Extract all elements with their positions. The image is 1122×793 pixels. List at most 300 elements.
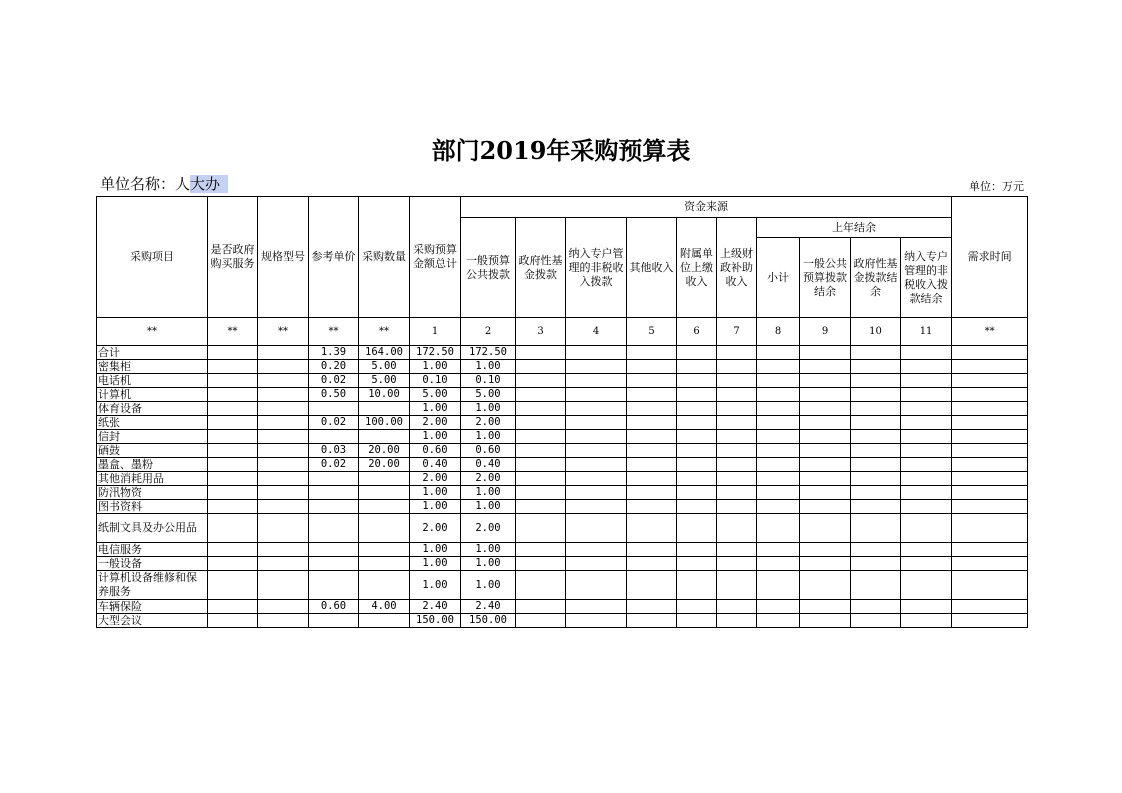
total-cell: 1.00 (410, 571, 461, 600)
empty-cell (566, 444, 627, 458)
empty-cell (677, 472, 717, 486)
empty-cell (901, 514, 952, 543)
empty-cell (800, 557, 851, 571)
ref-price-cell (309, 543, 359, 557)
empty-cell (566, 346, 627, 360)
spec-cell (258, 514, 309, 543)
empty-cell (952, 458, 1028, 472)
item-name-cell: 车辆保险 (97, 600, 208, 614)
empty-cell (757, 543, 800, 557)
item-name-cell: 其他消耗用品 (97, 472, 208, 486)
empty-cell (717, 514, 757, 543)
empty-cell (717, 614, 757, 628)
empty-cell (901, 557, 952, 571)
empty-cell (566, 472, 627, 486)
qty-cell (359, 472, 410, 486)
empty-cell (566, 360, 627, 374)
ref-price-cell: 0.02 (309, 374, 359, 388)
empty-cell (851, 472, 901, 486)
general-budget-cell: 2.00 (461, 416, 516, 430)
header-general-budget: 一般预算公共拨款 (461, 218, 516, 318)
empty-cell (516, 472, 566, 486)
qty-cell (359, 557, 410, 571)
header-spec: 规格型号 (258, 197, 309, 318)
item-name-cell: 硒鼓 (97, 444, 208, 458)
empty-cell (677, 416, 717, 430)
qty-cell: 100.00 (359, 416, 410, 430)
empty-cell (757, 458, 800, 472)
header-item: 采购项目 (97, 197, 208, 318)
empty-cell (952, 614, 1028, 628)
empty-cell (516, 543, 566, 557)
column-index-cell: ** (97, 318, 208, 346)
general-budget-cell: 2.00 (461, 514, 516, 543)
empty-cell (516, 430, 566, 444)
item-name-cell: 墨盒、墨粉 (97, 458, 208, 472)
empty-cell (851, 360, 901, 374)
empty-cell (516, 346, 566, 360)
empty-cell (851, 430, 901, 444)
empty-cell (901, 472, 952, 486)
empty-cell (757, 374, 800, 388)
general-budget-cell: 1.00 (461, 571, 516, 600)
budget-table (96, 196, 1028, 628)
item-name-cell: 合计 (97, 346, 208, 360)
empty-cell (952, 360, 1028, 374)
qty-cell: 164.00 (359, 346, 410, 360)
empty-cell (901, 346, 952, 360)
ref-price-cell: 0.60 (309, 600, 359, 614)
qty-cell: 4.00 (359, 600, 410, 614)
empty-cell (800, 416, 851, 430)
empty-cell (516, 374, 566, 388)
empty-cell (627, 402, 677, 416)
empty-cell (757, 600, 800, 614)
empty-cell (800, 430, 851, 444)
qty-cell (359, 402, 410, 416)
empty-cell (800, 500, 851, 514)
table-row (97, 444, 1028, 458)
empty-cell (566, 402, 627, 416)
spec-cell (258, 600, 309, 614)
item-name-cell: 密集柜 (97, 360, 208, 374)
qty-cell: 20.00 (359, 444, 410, 458)
empty-cell (757, 472, 800, 486)
empty-cell (677, 500, 717, 514)
column-index-cell: ** (952, 318, 1028, 346)
empty-cell (516, 402, 566, 416)
empty-cell (627, 388, 677, 402)
empty-cell (677, 458, 717, 472)
table-row (97, 416, 1028, 430)
empty-cell (717, 472, 757, 486)
is-gov-cell (208, 388, 258, 402)
header-ly-gov-fund: 政府性基金拨款结余 (851, 238, 901, 318)
empty-cell (851, 444, 901, 458)
is-gov-cell (208, 514, 258, 543)
empty-cell (516, 514, 566, 543)
empty-cell (627, 346, 677, 360)
spec-cell (258, 500, 309, 514)
empty-cell (516, 500, 566, 514)
general-budget-cell: 1.00 (461, 360, 516, 374)
empty-cell (516, 360, 566, 374)
header-superior: 上级财政补助收入 (717, 218, 757, 318)
general-budget-cell: 0.60 (461, 444, 516, 458)
empty-cell (952, 416, 1028, 430)
column-index-cell: 10 (851, 318, 901, 346)
item-name-cell: 纸张 (97, 416, 208, 430)
empty-cell (800, 402, 851, 416)
is-gov-cell (208, 543, 258, 557)
empty-cell (757, 360, 800, 374)
empty-cell (516, 614, 566, 628)
empty-cell (566, 486, 627, 500)
empty-cell (757, 614, 800, 628)
general-budget-cell: 1.00 (461, 557, 516, 571)
empty-cell (851, 571, 901, 600)
header-ref-price: 参考单价 (309, 197, 359, 318)
empty-cell (901, 360, 952, 374)
empty-cell (516, 486, 566, 500)
table-row (97, 514, 1028, 543)
general-budget-cell: 0.10 (461, 374, 516, 388)
empty-cell (677, 444, 717, 458)
unit-name-value[interactable]: 大办 (190, 175, 228, 193)
empty-cell (800, 360, 851, 374)
column-index-cell: ** (258, 318, 309, 346)
empty-cell (901, 500, 952, 514)
empty-cell (800, 486, 851, 500)
spec-cell (258, 444, 309, 458)
empty-cell (677, 543, 717, 557)
column-index-cell: 7 (717, 318, 757, 346)
spec-cell (258, 416, 309, 430)
column-index-cell: 9 (800, 318, 851, 346)
column-index-row (97, 318, 1028, 346)
empty-cell (851, 514, 901, 543)
general-budget-cell: 150.00 (461, 614, 516, 628)
empty-cell (851, 486, 901, 500)
item-name-cell: 计算机 (97, 388, 208, 402)
empty-cell (677, 557, 717, 571)
ref-price-cell: 0.02 (309, 458, 359, 472)
empty-cell (800, 444, 851, 458)
empty-cell (901, 543, 952, 557)
is-gov-cell (208, 416, 258, 430)
empty-cell (677, 388, 717, 402)
ref-price-cell (309, 472, 359, 486)
empty-cell (677, 571, 717, 600)
column-index-cell: 5 (627, 318, 677, 346)
empty-cell (800, 458, 851, 472)
empty-cell (901, 458, 952, 472)
empty-cell (717, 360, 757, 374)
ref-price-cell (309, 500, 359, 514)
empty-cell (952, 571, 1028, 600)
column-index-cell: ** (359, 318, 410, 346)
empty-cell (851, 557, 901, 571)
empty-cell (516, 458, 566, 472)
empty-cell (757, 571, 800, 600)
empty-cell (677, 346, 717, 360)
column-index-cell: 8 (757, 318, 800, 346)
total-cell: 1.00 (410, 500, 461, 514)
empty-cell (800, 514, 851, 543)
empty-cell (757, 346, 800, 360)
empty-cell (952, 374, 1028, 388)
ref-price-cell: 0.50 (309, 388, 359, 402)
column-index-cell: 11 (901, 318, 952, 346)
general-budget-cell: 5.00 (461, 388, 516, 402)
empty-cell (677, 374, 717, 388)
empty-cell (677, 614, 717, 628)
header-affiliated: 附属单位上缴收入 (677, 218, 717, 318)
general-budget-cell: 1.00 (461, 430, 516, 444)
header-ly-general: 一般公共预算拨款结余 (800, 238, 851, 318)
empty-cell (851, 500, 901, 514)
empty-cell (757, 416, 800, 430)
empty-cell (952, 402, 1028, 416)
empty-cell (627, 614, 677, 628)
table-row (97, 374, 1028, 388)
total-cell: 2.00 (410, 514, 461, 543)
empty-cell (677, 402, 717, 416)
is-gov-cell (208, 614, 258, 628)
empty-cell (627, 571, 677, 600)
qty-cell (359, 486, 410, 500)
empty-cell (952, 430, 1028, 444)
empty-cell (952, 557, 1028, 571)
empty-cell (566, 458, 627, 472)
empty-cell (516, 388, 566, 402)
is-gov-cell (208, 600, 258, 614)
qty-cell (359, 543, 410, 557)
item-name-cell: 图书资料 (97, 500, 208, 514)
qty-cell (359, 430, 410, 444)
empty-cell (677, 430, 717, 444)
empty-cell (627, 486, 677, 500)
item-name-cell: 防汛物资 (97, 486, 208, 500)
spec-cell (258, 346, 309, 360)
empty-cell (901, 600, 952, 614)
empty-cell (901, 444, 952, 458)
table-row (97, 500, 1028, 514)
ref-price-cell: 1.39 (309, 346, 359, 360)
empty-cell (952, 388, 1028, 402)
empty-cell (901, 486, 952, 500)
empty-cell (717, 444, 757, 458)
empty-cell (627, 374, 677, 388)
empty-cell (757, 430, 800, 444)
empty-cell (717, 416, 757, 430)
ref-price-cell (309, 486, 359, 500)
header-special-account: 纳入专户管理的非税收入拨款 (566, 218, 627, 318)
header-qty: 采购数量 (359, 197, 410, 318)
empty-cell (851, 374, 901, 388)
empty-cell (851, 388, 901, 402)
is-gov-cell (208, 360, 258, 374)
page-title: 部门2019年采购预算表 (431, 136, 691, 165)
table-row (97, 388, 1028, 402)
header-last-year: 上年结余 (757, 218, 952, 238)
empty-cell (851, 600, 901, 614)
item-name-cell: 体育设备 (97, 402, 208, 416)
is-gov-cell (208, 571, 258, 600)
total-cell: 1.00 (410, 402, 461, 416)
empty-cell (901, 374, 952, 388)
qty-cell: 10.00 (359, 388, 410, 402)
empty-cell (627, 543, 677, 557)
general-budget-cell: 1.00 (461, 543, 516, 557)
empty-cell (566, 514, 627, 543)
empty-cell (851, 614, 901, 628)
column-index-cell: 4 (566, 318, 627, 346)
unit-name-label: 单位名称：人 (100, 175, 191, 193)
empty-cell (901, 388, 952, 402)
total-cell: 1.00 (410, 360, 461, 374)
total-cell: 2.40 (410, 600, 461, 614)
empty-cell (627, 458, 677, 472)
empty-cell (717, 486, 757, 500)
table-row (97, 402, 1028, 416)
qty-cell (359, 514, 410, 543)
empty-cell (566, 430, 627, 444)
empty-cell (717, 600, 757, 614)
empty-cell (800, 472, 851, 486)
empty-cell (800, 614, 851, 628)
empty-cell (566, 614, 627, 628)
empty-cell (677, 360, 717, 374)
total-cell: 5.00 (410, 388, 461, 402)
empty-cell (516, 571, 566, 600)
table-row (97, 543, 1028, 557)
ref-price-cell: 0.20 (309, 360, 359, 374)
empty-cell (952, 444, 1028, 458)
total-cell: 172.50 (410, 346, 461, 360)
item-name-cell: 一般设备 (97, 557, 208, 571)
empty-cell (566, 374, 627, 388)
qty-cell: 20.00 (359, 458, 410, 472)
header-gov-fund: 政府性基金拨款 (516, 218, 566, 318)
is-gov-cell (208, 402, 258, 416)
empty-cell (901, 571, 952, 600)
spec-cell (258, 402, 309, 416)
spec-cell (258, 557, 309, 571)
header-fund-source: 资金来源 (461, 197, 952, 218)
empty-cell (757, 500, 800, 514)
empty-cell (717, 430, 757, 444)
empty-cell (757, 402, 800, 416)
total-cell: 0.10 (410, 374, 461, 388)
empty-cell (627, 430, 677, 444)
total-cell: 2.00 (410, 416, 461, 430)
is-gov-cell (208, 486, 258, 500)
header-is-gov: 是否政府购买服务 (208, 197, 258, 318)
empty-cell (717, 374, 757, 388)
is-gov-cell (208, 430, 258, 444)
ref-price-cell (309, 557, 359, 571)
qty-cell (359, 571, 410, 600)
qty-cell (359, 614, 410, 628)
ref-price-cell (309, 402, 359, 416)
item-name-cell: 信封 (97, 430, 208, 444)
spec-cell (258, 571, 309, 600)
qty-cell: 5.00 (359, 360, 410, 374)
empty-cell (757, 557, 800, 571)
table-row (97, 472, 1028, 486)
is-gov-cell (208, 472, 258, 486)
item-name-cell: 纸制文具及办公用品 (97, 514, 208, 543)
total-cell: 0.60 (410, 444, 461, 458)
column-index-cell: 2 (461, 318, 516, 346)
empty-cell (717, 346, 757, 360)
empty-cell (901, 614, 952, 628)
is-gov-cell (208, 374, 258, 388)
empty-cell (717, 500, 757, 514)
table-row (97, 430, 1028, 444)
money-unit: 单位：万元 (969, 180, 1024, 193)
empty-cell (800, 374, 851, 388)
spec-cell (258, 543, 309, 557)
empty-cell (757, 444, 800, 458)
column-index-cell: ** (309, 318, 359, 346)
ref-price-cell (309, 430, 359, 444)
empty-cell (901, 416, 952, 430)
empty-cell (851, 416, 901, 430)
empty-cell (627, 557, 677, 571)
total-cell: 0.40 (410, 458, 461, 472)
empty-cell (901, 402, 952, 416)
total-cell: 1.00 (410, 486, 461, 500)
spec-cell (258, 458, 309, 472)
table-row (97, 614, 1028, 628)
total-cell: 2.00 (410, 472, 461, 486)
empty-cell (717, 571, 757, 600)
empty-cell (627, 416, 677, 430)
empty-cell (952, 486, 1028, 500)
empty-cell (952, 346, 1028, 360)
is-gov-cell (208, 557, 258, 571)
empty-cell (566, 416, 627, 430)
spec-cell (258, 472, 309, 486)
empty-cell (627, 472, 677, 486)
empty-cell (516, 600, 566, 614)
column-index-cell: 3 (516, 318, 566, 346)
empty-cell (566, 500, 627, 514)
column-index-cell: 6 (677, 318, 717, 346)
total-cell: 1.00 (410, 557, 461, 571)
empty-cell (627, 360, 677, 374)
is-gov-cell (208, 500, 258, 514)
empty-cell (566, 600, 627, 614)
empty-cell (566, 388, 627, 402)
empty-cell (800, 346, 851, 360)
total-cell: 150.00 (410, 614, 461, 628)
is-gov-cell (208, 444, 258, 458)
table-row (97, 346, 1028, 360)
item-name-cell: 电话机 (97, 374, 208, 388)
empty-cell (757, 514, 800, 543)
item-name-cell: 电信服务 (97, 543, 208, 557)
general-budget-cell: 1.00 (461, 402, 516, 416)
qty-cell: 5.00 (359, 374, 410, 388)
empty-cell (952, 514, 1028, 543)
column-index-cell: ** (208, 318, 258, 346)
empty-cell (717, 388, 757, 402)
empty-cell (800, 600, 851, 614)
general-budget-cell: 0.40 (461, 458, 516, 472)
